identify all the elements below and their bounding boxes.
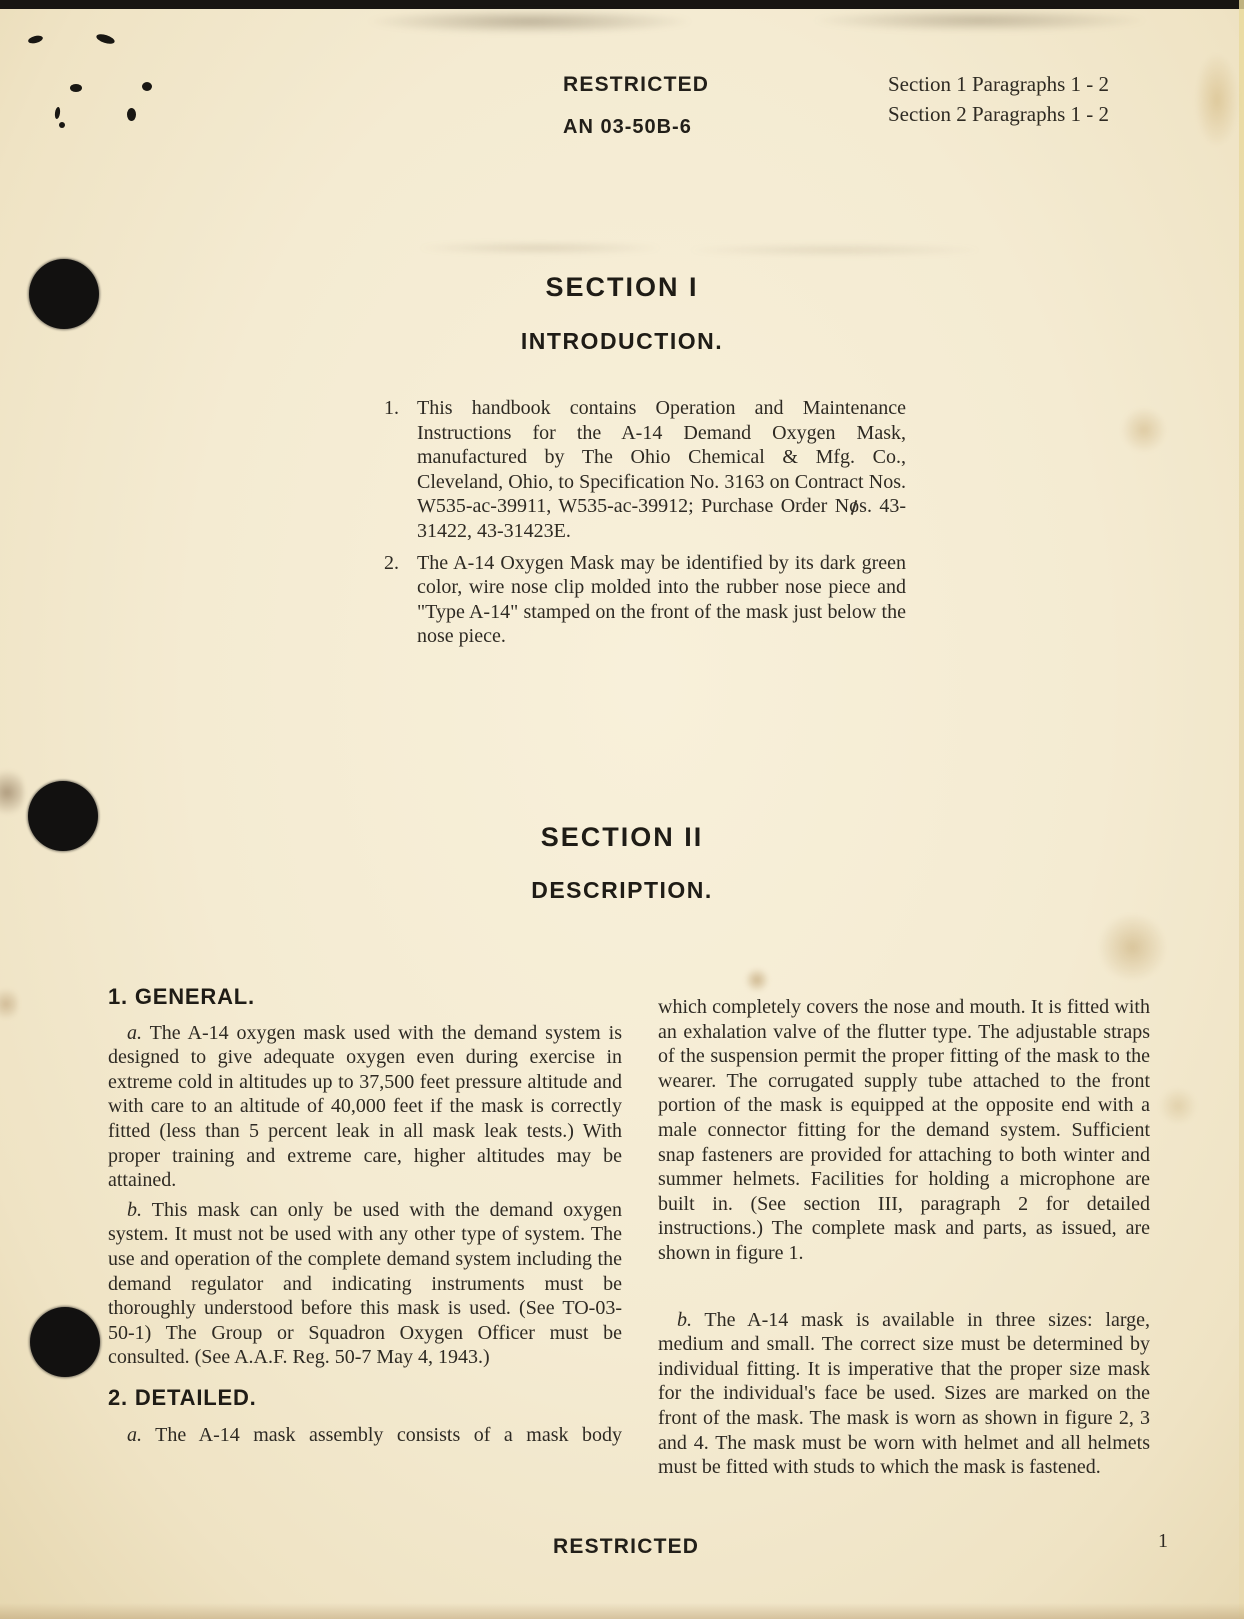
scan-edge-bottom (0, 1603, 1244, 1619)
ink-speck (142, 82, 152, 91)
header-section-references (888, 69, 1168, 129)
general-paragraph-b (108, 1198, 622, 1370)
scan-edge-right (1239, 0, 1244, 1619)
paragraph-text: The A-14 Oxygen Mask may be identified by its dark green color, wire nose clip molded into the rubber nose piece and "Type A-14" stamped on the front of the mask just below the nose piece. (417, 551, 906, 648)
page-number: 1 (1158, 1530, 1168, 1552)
stain (1095, 915, 1170, 980)
right-column (658, 995, 1150, 1485)
heading-detailed: 2. DETAILED. (108, 1384, 257, 1410)
section-1-subtitle: INTRODUCTION. (520, 328, 724, 354)
stain (0, 985, 18, 1023)
ink-speck (70, 84, 82, 92)
dirt-smudge (810, 9, 1150, 32)
ghost-text-smudge (690, 244, 980, 256)
header-document-number: AN 03-50B-6 (563, 116, 692, 138)
stain (1158, 1088, 1198, 1124)
paragraph-label: a. (127, 1021, 142, 1044)
header-ref-line: Section 1 Paragraphs 1 - 2 (888, 72, 1110, 96)
paragraph-2 (384, 551, 906, 649)
ink-speck (127, 108, 136, 121)
paragraph-text: The A-14 oxygen mask used with the demand system is designed to give adequate oxygen even during exercise in extreme cold in altitudes up to 37,500 feet pressure altitude and with care to an altitude of 40,000 feet if the mask is correctly fitted (less than 5 percent leak in all mask leak tests.) With proper training and extreme care, higher altitudes may be attained. (108, 1021, 623, 1192)
left-column (108, 985, 622, 1452)
paragraph-1 (384, 396, 906, 544)
paragraph-text: This handbook contains Operation and Maintenance Instructions for the A-14 Demand Oxygen Mask, manufactured by The Ohio Chemical & Mfg. Co., Cleveland, Ohio, to Specification No. 3163 on Contract Nos. W535-ac-39911, W535-ac-39912; Purchase Order Nos. 43-31422, 43-31423E. (417, 397, 906, 542)
general-paragraph-a (108, 1021, 622, 1193)
ink-speck (54, 107, 61, 120)
paragraph-label: b. (127, 1198, 142, 1221)
stain (744, 968, 770, 992)
detailed-paragraph-a (108, 1423, 622, 1448)
stain (0, 765, 24, 820)
ghost-text-smudge (420, 242, 660, 254)
header-ref-line: Section 2 Paragraphs 1 - 2 (888, 102, 1110, 126)
paragraph-text: The A-14 mask assembly consists of a mask body (155, 1423, 622, 1446)
ink-speck (95, 32, 116, 45)
paragraph-text: The A-14 mask is available in three sizes: large, medium and small. The correct size must be determined by individual fitting. It is imperative that the proper size mask for the individual's face be used. Sizes are marked on the front of the mask. The mask is worn as shown in figure 2, 3 and 4. The mask must be worn with helmet and all helmets must be fitted with studs to which the mask is fastened. (658, 1308, 1151, 1479)
description-paragraph-b (658, 1308, 1150, 1480)
description-continuation-paragraph: which completely covers the nose and mouth. It is fitted with an exhalation valve of the flutter type. The adjustable straps of the suspension permit the proper fitting of the mask to the wearer. The corrugated supply tube attached to the front portion of the mask is equipped at the opposite end with a male connector fitting for the demand system. Sufficient snap fasteners are provided for attaching to both winter and summer helmets. Facilities for holding a microphone are built in. (See section III, paragraph 2 for detailed instructions.) The complete mask and parts, as issued, are shown in figure 1. (658, 996, 1150, 1264)
paragraph-label: b. (677, 1308, 692, 1331)
ink-speck (27, 34, 43, 44)
dirt-smudge (365, 9, 695, 34)
scan-edge-top (0, 0, 1244, 9)
ink-speck (59, 122, 65, 128)
footer-classification: RESTRICTED (553, 1535, 700, 1558)
stain (1120, 408, 1168, 452)
header-classification: RESTRICTED (563, 73, 710, 96)
stain (1196, 55, 1238, 145)
paragraph-label: a. (127, 1423, 142, 1446)
paragraph-number: 2. (384, 551, 399, 574)
section-1-title: SECTION I (545, 272, 699, 302)
heading-general: 1. GENERAL. (108, 984, 255, 1009)
paragraph-text: This mask can only be used with the demand oxygen system. It must not be used with any other type of system. The use and operation of the complete demand system including the demand regulator and indicating instruments must be thoroughly understood before this mask is used. (See TO-03-50-1) The Group or Squadron Oxygen Officer must be consulted. (See A.A.F. Reg. 50-7 May 4, 1943.) (108, 1198, 622, 1369)
paragraph-number: 1. (384, 397, 399, 419)
punch-hole (30, 1307, 100, 1377)
section-2-title: SECTION II (540, 822, 704, 852)
section-2-subtitle: DESCRIPTION. (531, 877, 713, 903)
section-1-paragraphs (384, 396, 906, 656)
